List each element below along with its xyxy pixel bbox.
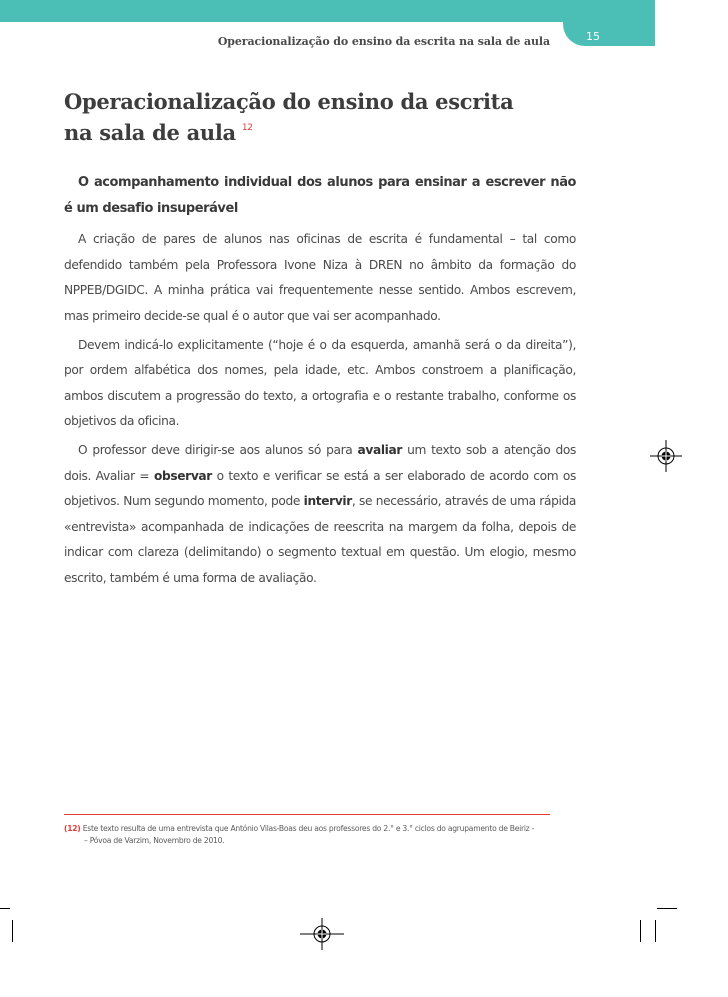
footnote-marker: (12) xyxy=(64,824,81,833)
p3-text-a: O professor deve dirigir-se aos alunos só para xyxy=(78,442,358,457)
paragraph-1: A criação de pares de alunos nas oficinas de escrita é fundamental – tal como defendido também pela Professora Ivone Niza à DREN no âmbito da formação do NPPEB/DGIDC. A minha prática vai frequentemente nesse sentido. Ambos escrevem, mas primeiro decide-se qual é o autor que vai ser acompanhado. xyxy=(64,232,576,323)
lead-paragraph: O acompanhamento individual dos alunos para ensinar a escrever não é um desafio insuperável xyxy=(64,175,576,216)
footnote xyxy=(64,823,584,847)
running-header: Operacionalização do ensino da escrita na sala de aula xyxy=(217,35,550,48)
footnote-reference: 12 xyxy=(241,123,253,133)
p3-text-c: um texto sob a atenção dos dois. Avaliar = xyxy=(64,442,576,483)
title-line-1: Operacionalização do ensino da escrita xyxy=(64,89,514,114)
term-avaliar: avaliar xyxy=(357,442,403,457)
header-band-fill xyxy=(0,0,655,22)
page-number: 15 xyxy=(586,30,600,43)
footnote-line-2: – Póvoa de Varzim, Novembro de 2010. xyxy=(84,836,225,845)
crop-mark xyxy=(657,908,677,909)
paragraph-3 xyxy=(64,438,576,592)
paragraph-2: Devem indicá-lo explicitamente (“hoje é o da esquerda, amanhã será o da direita”), por ordem alfabética dos nomes, pela idade, etc. Ambos constroem a planificação, ambos discutem a progressão do texto, a ortografia e o restante trabalho, conforme os objetivos da oficina. xyxy=(64,337,576,429)
registration-mark-bottom-icon xyxy=(300,918,344,950)
crop-mark xyxy=(640,920,641,942)
footnote-divider xyxy=(64,814,550,815)
article-body xyxy=(64,170,576,595)
crop-mark xyxy=(12,920,13,942)
footnote-line-1: Este texto resulta de uma entrevista que António Vilas-Boas deu aos professores do 2.° e 3.° ciclos do agrupamento de Beiriz - xyxy=(82,824,535,833)
term-intervir: intervir xyxy=(303,494,352,509)
term-observar: observar xyxy=(153,468,212,483)
registration-mark-icon xyxy=(650,440,682,472)
p3-text-d: o texto e verificar se está a ser elaborado de acordo com os objetivos. Num segundo momento, pode xyxy=(64,468,577,509)
crop-mark xyxy=(655,920,656,942)
article-title xyxy=(64,89,564,146)
p3-text-e: , se necessário, através de uma rápida «entrevista» acompanhada de indicações de reescrita na margem da folha, depois de indicar com clareza (delimitando) o segmento textual em questão. Um elogio, mesmo escrito, também é uma forma de avaliação. xyxy=(64,494,577,585)
crop-mark xyxy=(0,908,10,909)
title-line-2: na sala de aula xyxy=(64,120,236,145)
